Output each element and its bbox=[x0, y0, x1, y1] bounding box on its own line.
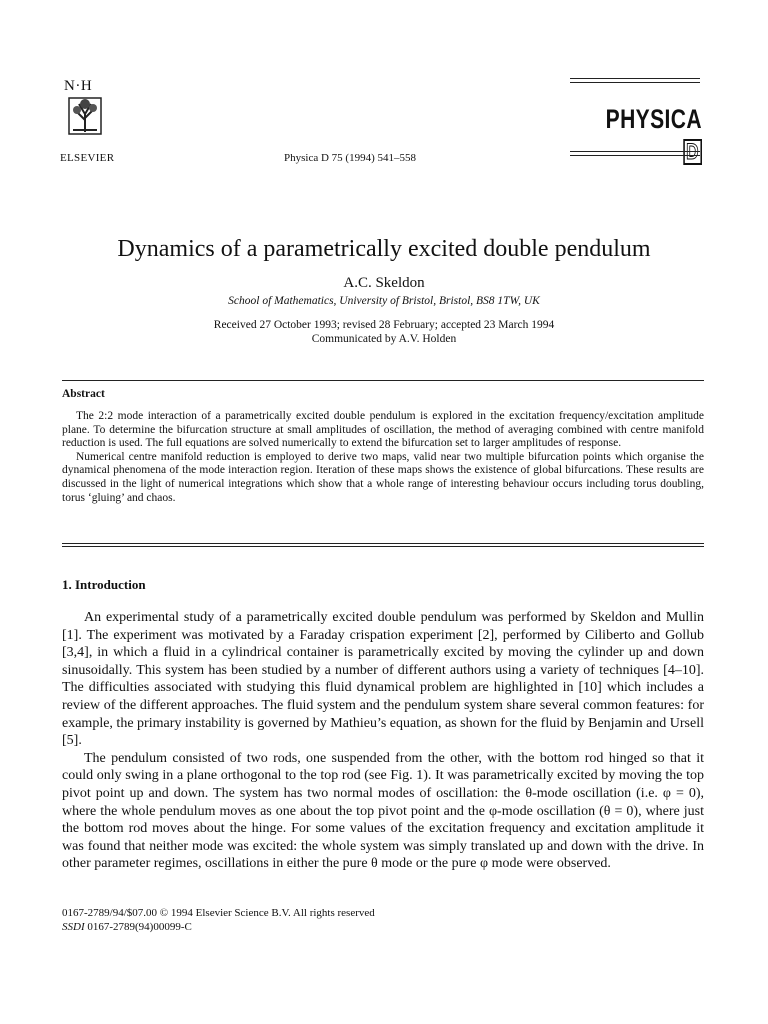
abstract-paragraph: The 2:2 mode interaction of a parametrically excited double pendulum is explored in the excitation frequency/excitation amplitude plane. To determine the bifurcation structure at small amplitudes of oscillation, the method of averaging combined with centre manifold reduction is used. The full equations are solved numerically to extend the bifurcation set to larger amplitudes of response. bbox=[62, 410, 704, 450]
abstract-paragraph: Numerical centre manifold reduction is employed to derive two maps, valid near two multiple bifurcation points which organise the dynamical phenomena of the mode interaction region. Iteration of these maps shows the existence of global bifurcations. These results are discussed in the light of numerical integrations which show that a whole range of interesting behaviour occurs including torus doubling, torus ‘gluing’ and chaos. bbox=[62, 450, 704, 504]
publisher-name: ELSEVIER bbox=[60, 152, 115, 164]
abstract-heading: Abstract bbox=[62, 388, 105, 400]
journal-citation: Physica D 75 (1994) 541–558 bbox=[284, 152, 416, 164]
body-paragraph: An experimental study of a parametrically excited double pendulum was performed by Skeldon and Mullin [1]. The experiment was motivated by a Faraday crispation experiment [2], performed by Ciliberto and Gollub [3,4], in which a fluid in a cylindrical container is parametrically excited by moving the cylinder up and down sinusoidally. This system has been studied by a number of different authors using a variety of techniques [4–10]. The difficulties associated with studying this fluid dynamical problem are highlighted in [10] which includes a review of the different approaches. The fluid system and the pendulum system share several common features: for example, the primary instability is governed by Mathieu’s equation, as shown for the fluid by Benjamin and Ursell [5]. bbox=[62, 610, 704, 749]
ssdi-value: 0167-2789(94)00099-C bbox=[84, 921, 192, 933]
abstract-rule-top bbox=[62, 380, 704, 381]
abstract-rule-bottom-1 bbox=[62, 543, 704, 544]
received-dates: Received 27 October 1993; revised 28 February; accepted 23 March 1994 bbox=[213, 319, 555, 331]
ssdi-line bbox=[62, 920, 375, 934]
journal-name: PHYSICA bbox=[605, 104, 702, 134]
publisher-logo bbox=[58, 78, 110, 156]
journal-rule-top bbox=[570, 78, 700, 86]
abstract-body bbox=[62, 410, 704, 505]
tree-emblem-icon bbox=[65, 96, 105, 136]
body-paragraph: The pendulum consisted of two rods, one suspended from the other, with the bottom rod hinged so that it could only swing in a plane orthogonal to the top rod (see Fig. 1). It was parametrically excited by moving the top pivot point up and down. The system has two normal modes of oscillation: the θ-mode oscillation (i.e. φ = 0), where the whole pendulum moves as one about the top pivot point and the φ-mode oscillation (θ = 0), where just the bottom rod moves about the hinge. For some values of the excitation frequency and excitation amplitude it was found that neither mode was excited: the whole system was simply translated up and down with the drive. In other parameter regimes, oscillations in either the pure θ mode or the pure φ mode were observed. bbox=[62, 750, 704, 872]
journal-letter: D bbox=[683, 139, 702, 165]
section-body bbox=[62, 609, 704, 873]
copyright-footer bbox=[62, 906, 375, 934]
publisher-logo-text: N·H bbox=[64, 78, 93, 94]
article-title: Dynamics of a parametrically excited double pendulum bbox=[117, 236, 651, 262]
journal-rule-bottom bbox=[570, 151, 700, 159]
author-affiliation: School of Mathematics, University of Bristol, Bristol, BS8 1TW, UK bbox=[228, 295, 540, 307]
article-author: A.C. Skeldon bbox=[343, 275, 425, 291]
section-heading: 1. Introduction bbox=[62, 577, 146, 592]
communicated-by: Communicated by A.V. Holden bbox=[311, 333, 457, 345]
abstract-rule-bottom-2 bbox=[62, 546, 704, 547]
copyright-line: 0167-2789/94/$07.00 © 1994 Elsevier Science B.V. All rights reserved bbox=[62, 907, 375, 919]
ssdi-label: SSDI bbox=[62, 921, 85, 933]
